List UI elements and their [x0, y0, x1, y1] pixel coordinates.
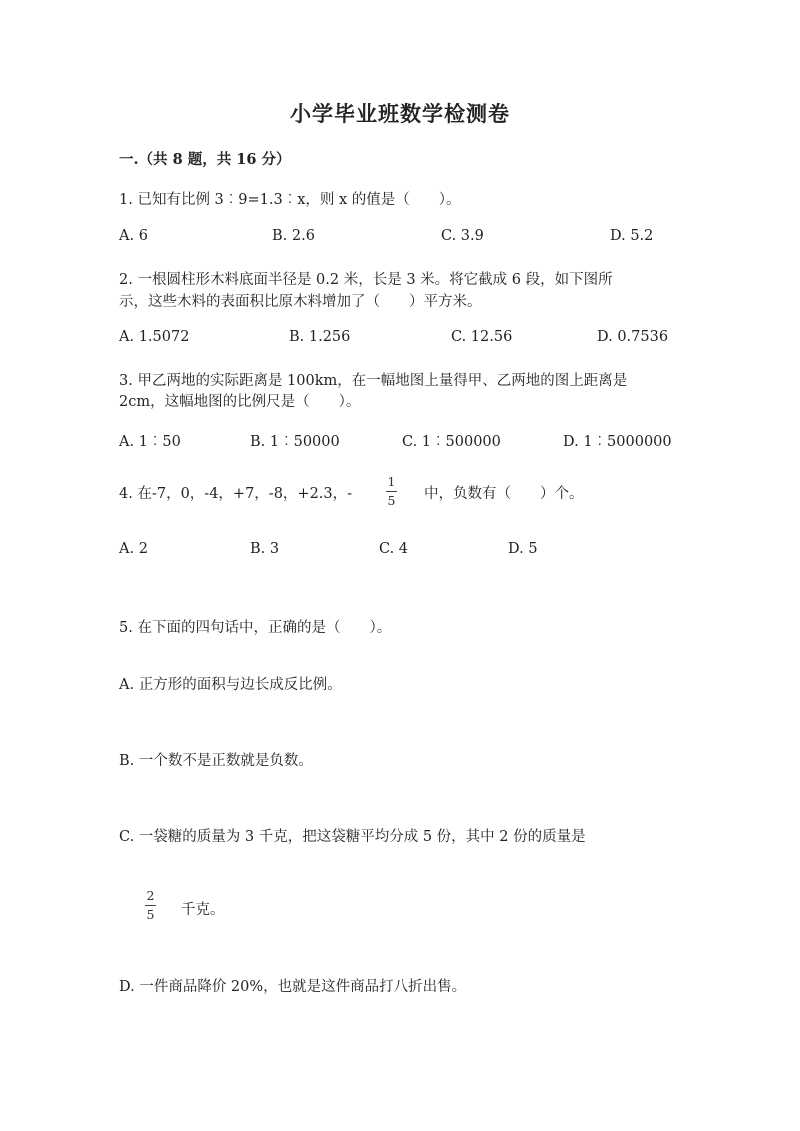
fraction-bar	[386, 491, 397, 492]
question-4-option-d: D. 5	[508, 541, 538, 557]
question-2-option-b: B. 1.256	[289, 329, 351, 345]
question-4-option-a: A. 2	[119, 541, 148, 557]
question-4-option-b: B. 3	[250, 541, 280, 557]
question-2-line-2: 示，这些木料的表面积比原木料增加了（ ）平方米。	[119, 294, 482, 310]
question-1-option-d: D. 5.2	[610, 228, 654, 244]
question-3-option-a: A. 1︰50	[119, 434, 181, 450]
fraction-numerator: 1	[387, 474, 396, 489]
fraction-bar	[145, 905, 156, 906]
fraction-denominator: 5	[146, 907, 155, 922]
question-4-text-after: 中，负数有（ ）个。	[424, 486, 584, 502]
question-1-option-a: A. 6	[119, 228, 148, 244]
question-5-option-a: A. 正方形的面积与边长成反比例。	[119, 677, 342, 693]
question-4-fraction	[386, 475, 397, 508]
question-3-option-c: C. 1︰500000	[402, 434, 501, 450]
question-2-option-d: D. 0.7536	[597, 329, 669, 345]
fraction-numerator: 2	[146, 888, 155, 903]
question-3-option-d: D. 1︰5000000	[563, 434, 672, 450]
question-5-option-c-unit: 千克。	[181, 902, 225, 918]
question-2-option-c: C. 12.56	[451, 329, 513, 345]
question-2-option-a: A. 1.5072	[119, 329, 190, 345]
question-5-option-b: B. 一个数不是正数就是负数。	[119, 753, 313, 769]
question-5-option-d: D. 一件商品降价 20%，也就是这件商品打八折出售。	[119, 979, 467, 995]
page-title: 小学毕业班数学检测卷	[290, 101, 510, 126]
question-5-text: 5. 在下面的四句话中，正确的是（ ）。	[119, 620, 392, 636]
question-3-line-1: 3. 甲乙两地的实际距离是 100km，在一幅地图上量得甲、乙两地的图上距离是	[119, 373, 628, 389]
question-4-option-c: C. 4	[379, 541, 409, 557]
question-1-option-b: B. 2.6	[272, 228, 315, 244]
section-heading: 一.（共 8 题，共 16 分）	[119, 151, 291, 168]
question-1-text: 1. 已知有比例 3︰9=1.3︰x，则 x 的值是（ ）。	[119, 192, 461, 208]
question-4-text-before: 4. 在-7，0，-4，+7，-8，+2.3，-	[119, 486, 353, 502]
question-5-fraction	[145, 889, 156, 922]
fraction-denominator: 5	[387, 493, 396, 508]
question-5-option-c: C. 一袋糖的质量为 3 千克，把这袋糖平均分成 5 份，其中 2 份的质量是	[119, 829, 586, 845]
question-2-line-1: 2. 一根圆柱形木料底面半径是 0.2 米，长是 3 米。将它截成 6 段，如下图所	[119, 272, 613, 288]
question-1-option-c: C. 3.9	[441, 228, 484, 244]
question-3-line-2: 2cm，这幅地图的比例尺是（ ）。	[119, 394, 361, 410]
question-3-option-b: B. 1︰50000	[250, 434, 340, 450]
